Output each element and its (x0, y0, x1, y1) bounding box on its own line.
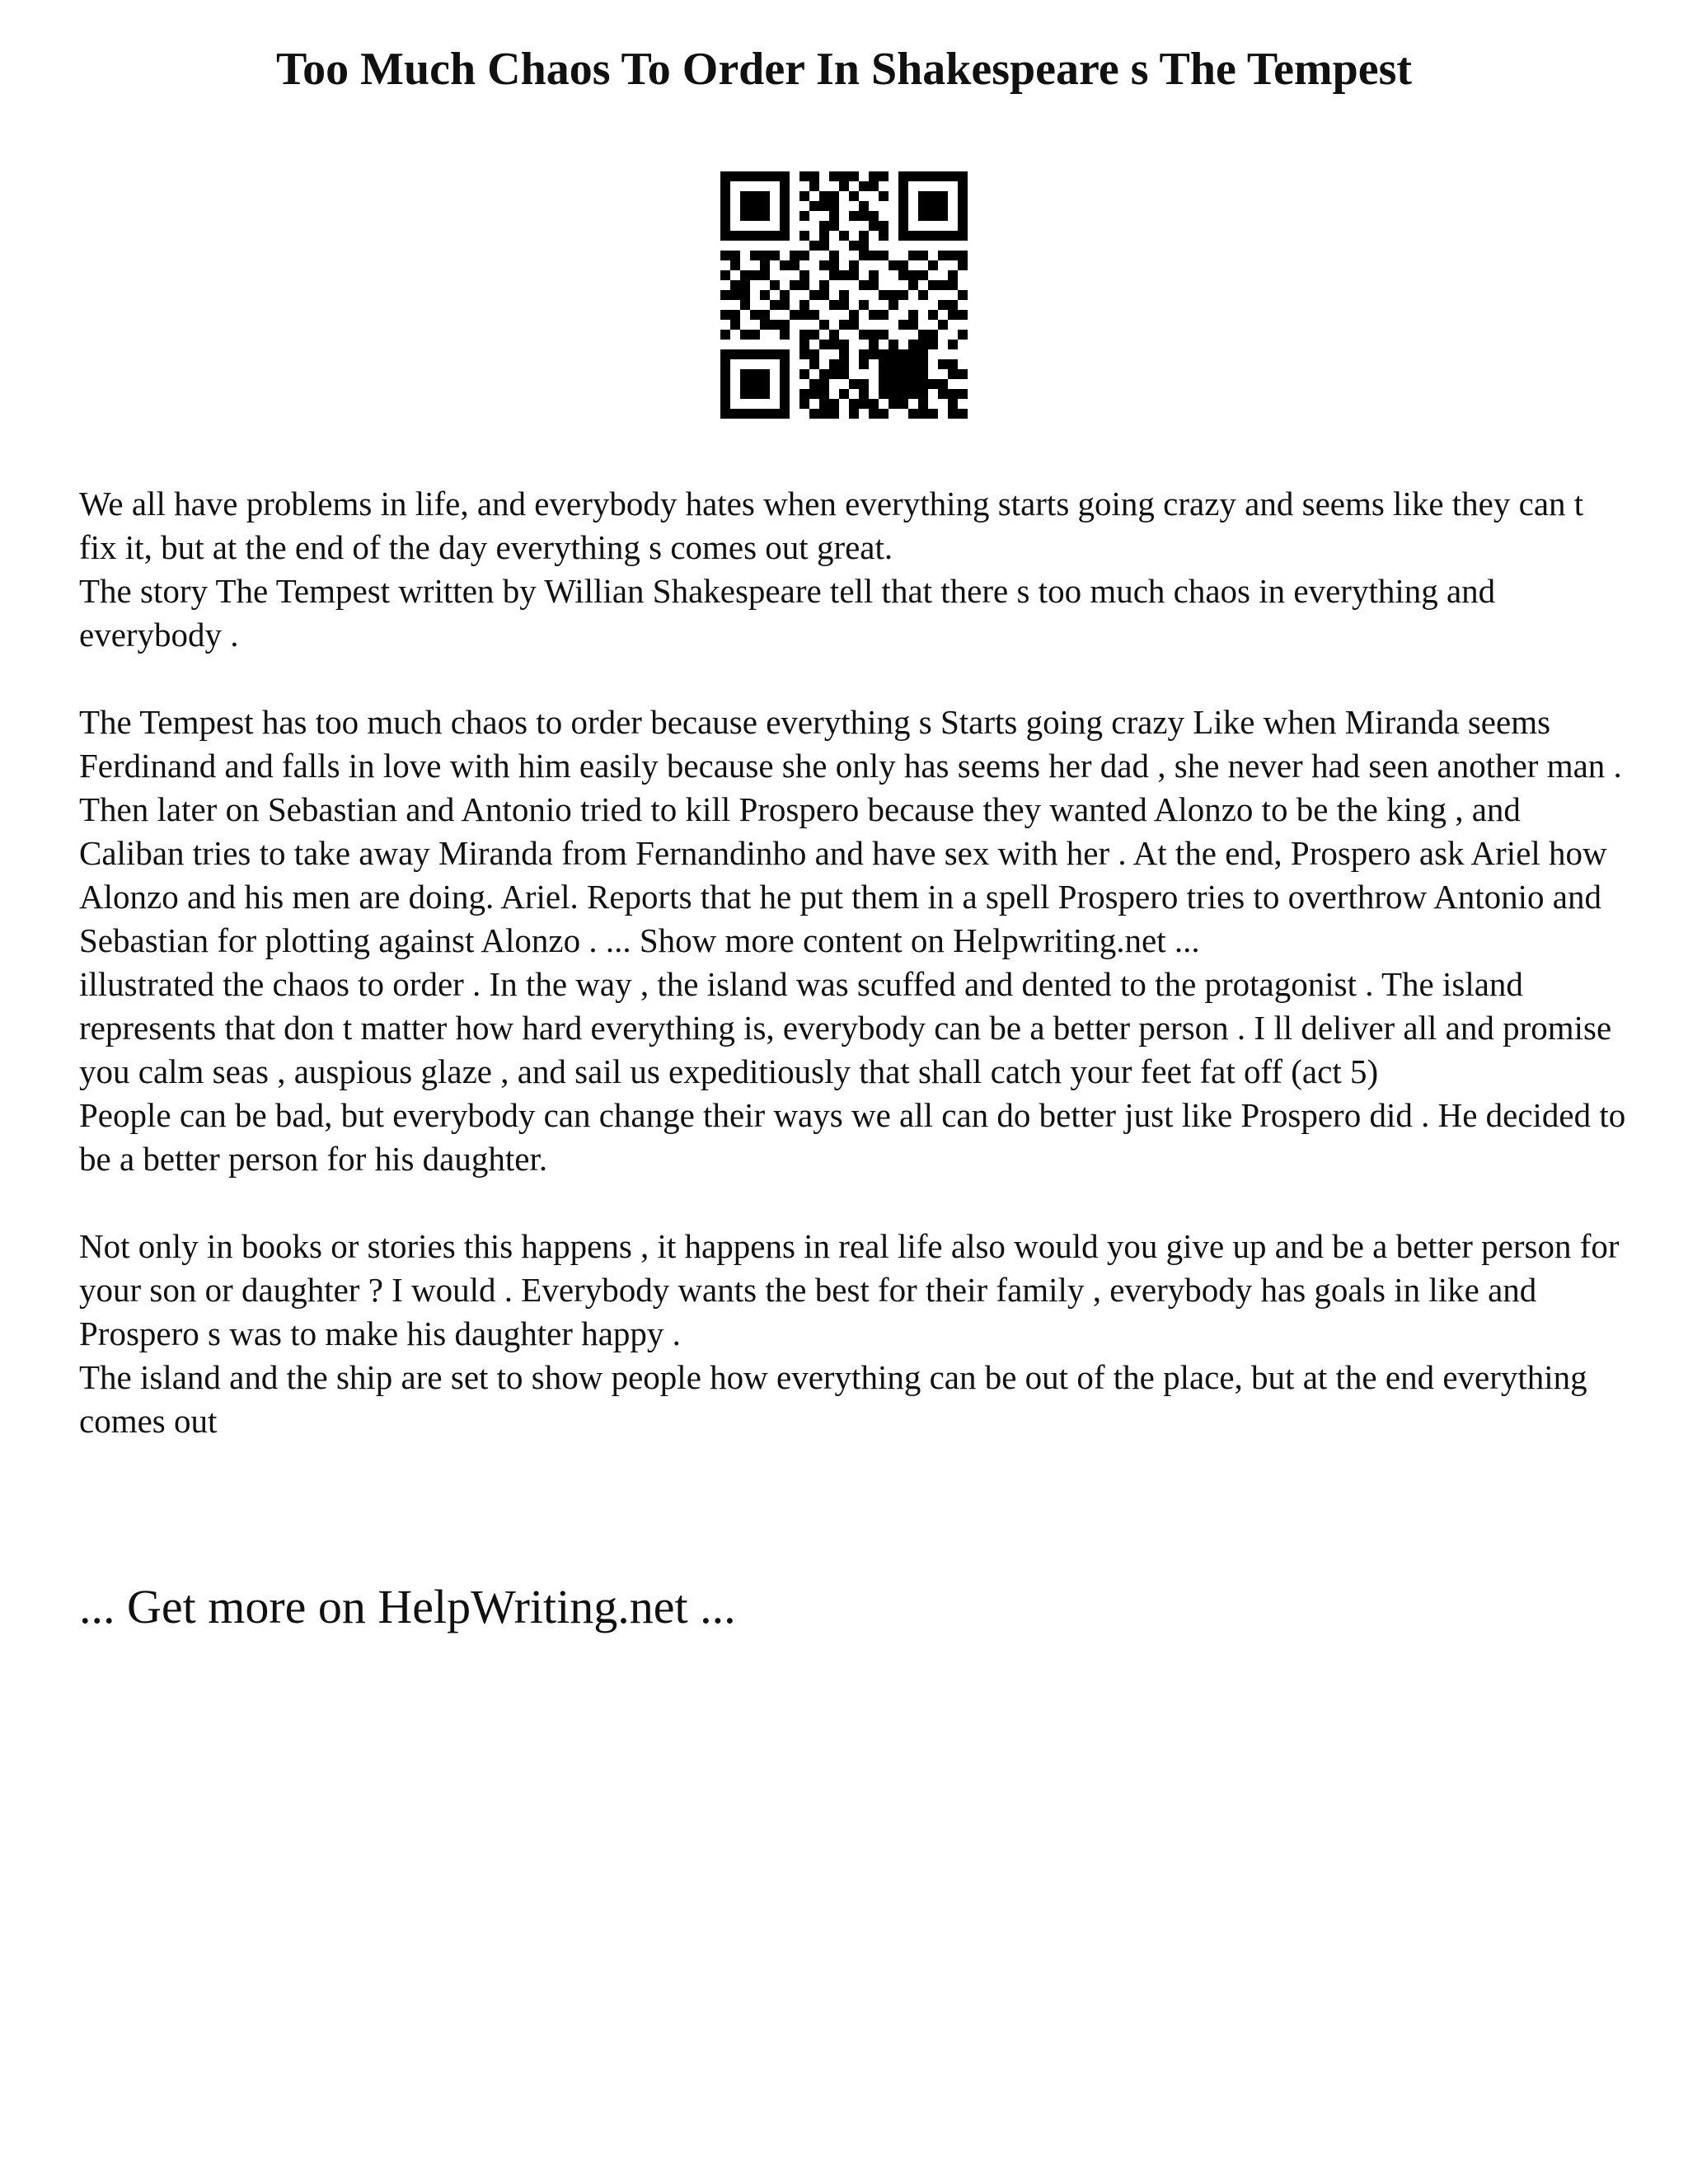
article-body (79, 482, 1629, 1443)
paragraph-island-ship: The island and the ship are set to show people how everything can be out of the place, but at the end everything comes out (79, 1358, 1587, 1440)
paragraph-real-life: Not only in books or stories this happens , it happens in real life also would you give up and be a better person for your son or daughter ? I would . Everybody wants the best for their family , everybody has goals in like and Prospero s was to make his daughter happy . (79, 1227, 1620, 1352)
paragraph-people-change: People can be bad, but everybody can change their ways we all can do better just like Prospero did . He decided to be a better person for his daughter. (79, 1096, 1626, 1178)
qr-code-icon (720, 171, 968, 419)
paragraph-chaos-to-order: The Tempest has too much chaos to order because everything s Starts going crazy Like when Miranda seems Ferdinand and falls in love with him easily because she only has seems her dad , she never had seen another man . Then later on Sebastian and Antonio tried to kill Prospero because they wanted Alonzo to be the king , and Caliban tries to take away Miranda from Fernandinho and have sex with her . At the end, Prospero ask Ariel how Alonzo and his men are doing. Ariel. Reports that he put them in a spell Prospero tries to overthrow Antonio and Sebastian for plotting against Alonzo . ... Show more content on Helpwriting.net ... (79, 703, 1622, 959)
paragraph-spacer (79, 657, 1629, 701)
page-title: Too Much Chaos To Order In Shakespeare s The Tempest (275, 44, 1413, 95)
paragraph-intro: We all have problems in life, and everybody hates when everything starts going crazy and seems like they can t fix it, but at the end of the day everything s comes out great. (79, 485, 1584, 566)
paragraph-spacer (79, 1181, 1629, 1225)
paragraph-illustrated: illustrated the chaos to order . In the way , the island was scuffed and dented to the protagonist . The island represents that don t matter how hard everything is, everybody can be a better person . I ll deliver all and promise you calm seas , auspious glaze , and sail us expeditiously that shall catch your feet fat off (act 5) (79, 965, 1612, 1090)
paragraph-story-summary: The story The Tempest written by Willian Shakespeare tell that there s too much chaos in everything and everybody . (79, 572, 1496, 654)
get-more-link[interactable]: ... Get more on HelpWriting.net ... (79, 1580, 736, 1633)
